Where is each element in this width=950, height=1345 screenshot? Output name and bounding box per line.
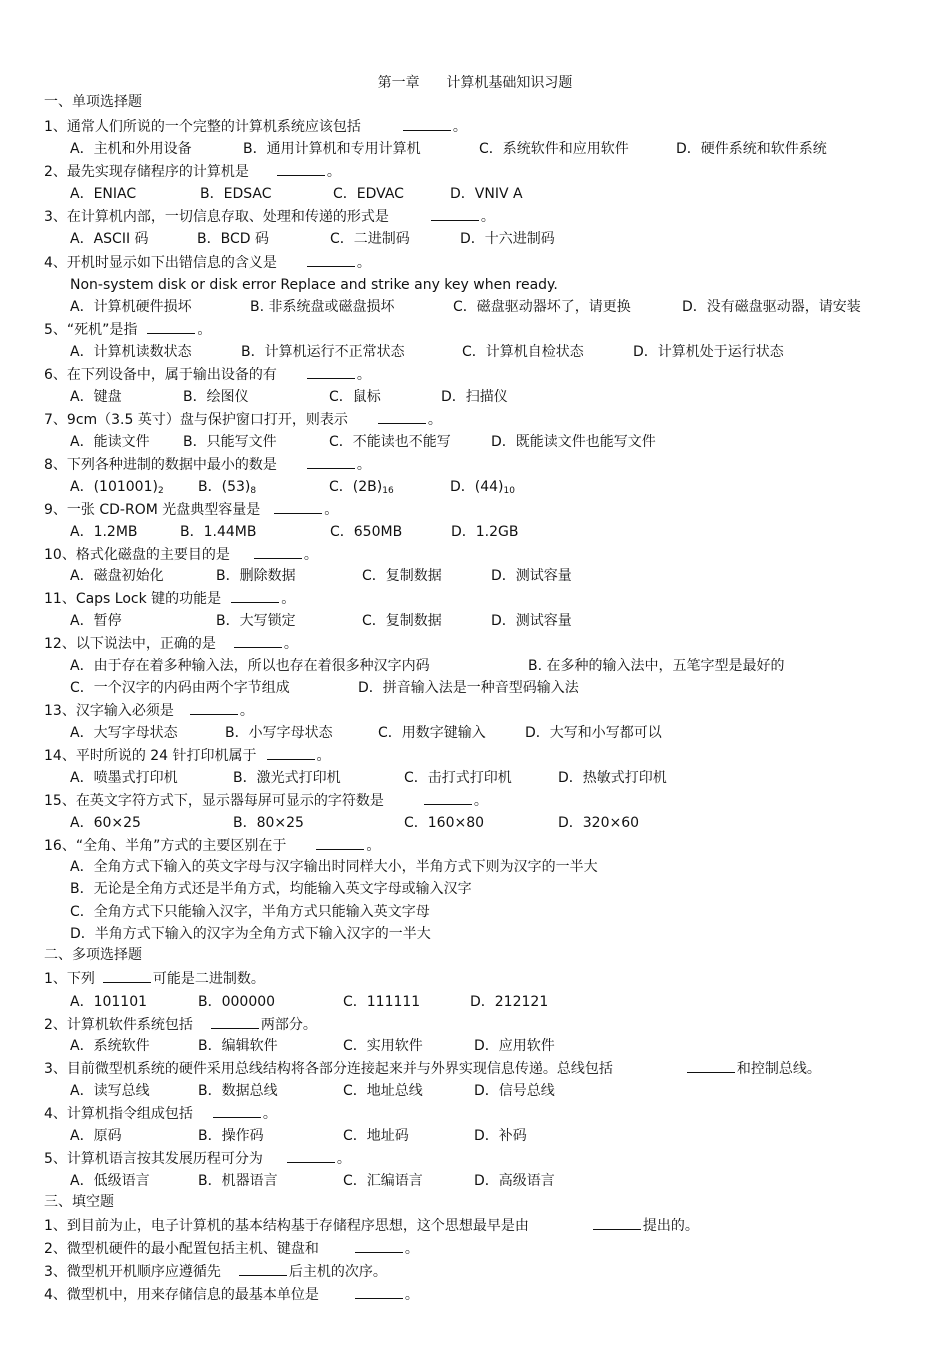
option-b: B. 非系统盘或磁盘损坏	[250, 299, 395, 315]
question-1-2: 2、最先实现存储程序的计算机是 。	[44, 161, 341, 181]
question-2-1: 1、下列 可能是二进制数。	[44, 968, 265, 988]
option-c: C．地址码	[343, 1128, 409, 1144]
option-b: B. 在多种的输入法中，五笔字型是最好的	[528, 658, 785, 674]
question-1-9: 9、一张 CD-ROM 光盘典型容量是 。	[44, 499, 338, 519]
answer-blank	[274, 499, 322, 514]
answer-blank	[231, 588, 279, 603]
option-c: C．计算机自检状态	[462, 344, 584, 360]
question-1-16: 16、“全角、半角”方式的主要区别在于 。	[44, 835, 380, 855]
question-2-4: 4、计算机指令组成包括 。	[44, 1103, 277, 1123]
answer-blank	[687, 1058, 735, 1073]
option-b: B．无论是全角方式还是半角方式，均能输入英文字母或输入汉字	[70, 881, 472, 897]
option-d: D．拼音输入法是一种音型码输入法	[358, 680, 579, 696]
error-message-text: Non-system disk or disk error Replace and strike any key when ready.	[70, 277, 558, 293]
option-b: B．计算机运行不正常状态	[241, 344, 405, 360]
question-1-14: 14、平时所说的 24 针打印机属于 。	[44, 745, 331, 765]
option-c: C．650MB	[330, 524, 403, 540]
question-1-5: 5、“死机”是指 。	[44, 319, 211, 339]
option-d: D．扫描仪	[441, 389, 508, 405]
answer-blank	[307, 454, 355, 469]
option-d: D．高级语言	[474, 1173, 555, 1189]
option-b: B．编辑软件	[198, 1038, 278, 1054]
option-b: B．通用计算机和专用计算机	[243, 141, 421, 157]
question-1-13: 13、汉字输入必须是 。	[44, 700, 254, 720]
option-a: A．大写字母状态	[70, 725, 178, 741]
option-c: C．地址总线	[343, 1083, 423, 1099]
option-b: B．大写锁定	[216, 613, 296, 629]
option-a: A．暂停	[70, 613, 122, 629]
option-a: A．101101	[70, 994, 148, 1010]
answer-blank	[355, 1284, 403, 1299]
page-title: 第一章 计算机基础知识习题	[377, 75, 573, 91]
question-3-2: 2、微型机硬件的最小配置包括主机、键盘和 。	[44, 1238, 419, 1258]
answer-blank	[355, 1238, 403, 1253]
option-b: B．EDSAC	[200, 186, 272, 202]
question-3-1: 1、到目前为止，电子计算机的基本结构基于存储程序思想，这个思想最早是由 提出的。	[44, 1215, 699, 1235]
answer-blank	[593, 1215, 641, 1230]
option-b: B．80×25	[233, 815, 304, 831]
answer-blank	[316, 835, 364, 850]
option-a: A．ENIAC	[70, 186, 137, 202]
option-b: B．激光式打印机	[233, 770, 341, 786]
option-b: B．$(53)_8$	[198, 479, 257, 496]
option-d: D．半角方式下输入的汉字为全角方式下输入汉字的一半大	[70, 926, 431, 942]
option-a: A．键盘	[70, 389, 122, 405]
option-d: D．应用软件	[474, 1038, 555, 1054]
option-a: A．低级语言	[70, 1173, 150, 1189]
question-1-8: 8、下列各种进制的数据中最小的数是 。	[44, 454, 371, 474]
option-b: B．机器语言	[198, 1173, 278, 1189]
option-c: C．全角方式下只能输入汉字，半角方式只能输入英文字母	[70, 904, 430, 920]
option-d: D．320×60	[558, 815, 640, 831]
answer-blank	[403, 116, 451, 131]
option-a: A．$(101001)_2$	[70, 479, 164, 496]
question-1-15: 15、在英文字符方式下，显示器每屏可显示的字符数是 。	[44, 790, 488, 810]
answer-blank	[378, 409, 426, 424]
option-d: D．补码	[474, 1128, 527, 1144]
option-d: D．$(44)_{10}$	[450, 479, 515, 496]
option-c: C．二进制码	[330, 231, 410, 247]
option-c: C．击打式打印机	[404, 770, 512, 786]
answer-blank	[103, 968, 151, 983]
option-c: C．鼠标	[329, 389, 381, 405]
section-heading-single-choice: 一、单项选择题	[44, 94, 142, 110]
option-c: C．复制数据	[362, 568, 442, 584]
answer-blank	[287, 1148, 335, 1163]
option-c: C．$(2B)_{16}$	[329, 479, 394, 496]
option-d: D．既能读文件也能写文件	[491, 434, 656, 450]
option-a: A．读写总线	[70, 1083, 150, 1099]
option-a: A．主机和外用设备	[70, 141, 192, 157]
option-b: B．操作码	[198, 1128, 264, 1144]
option-d: D．212121	[470, 994, 549, 1010]
option-a: A．原码	[70, 1128, 122, 1144]
answer-blank	[234, 633, 282, 648]
option-a: A．60×25	[70, 815, 141, 831]
option-d: D．信号总线	[474, 1083, 555, 1099]
option-c: C．系统软件和应用软件	[479, 141, 629, 157]
option-b: B．删除数据	[216, 568, 296, 584]
option-a: A．1.2MB	[70, 524, 138, 540]
section-heading-multiple-choice: 二、多项选择题	[44, 947, 142, 963]
option-a: A．计算机读数状态	[70, 344, 192, 360]
option-d: D．十六进制码	[460, 231, 555, 247]
option-b: B．000000	[198, 994, 276, 1010]
answer-blank	[213, 1103, 261, 1118]
question-3-3: 3、微型机开机顺序应遵循先 后主机的次序。	[44, 1261, 387, 1281]
option-d: D．热敏式打印机	[558, 770, 667, 786]
answer-blank	[239, 1261, 287, 1276]
option-d: D．VNIV A	[450, 186, 523, 202]
option-c: C．EDVAC	[333, 186, 404, 202]
answer-blank	[277, 161, 325, 176]
option-a: A．系统软件	[70, 1038, 150, 1054]
answer-blank	[431, 206, 479, 221]
option-a: A．全角方式下输入的英文字母与汉字输出时同样大小，半角方式下则为汉字的一半大	[70, 859, 598, 875]
option-c: C．一个汉字的内码由两个字节组成	[70, 680, 290, 696]
option-c: C．复制数据	[362, 613, 442, 629]
answer-blank	[147, 319, 195, 334]
question-1-10: 10、格式化磁盘的主要目的是 。	[44, 544, 318, 564]
question-1-1: 1、通常人们所说的一个完整的计算机系统应该包括 。	[44, 116, 467, 136]
option-d: D．测试容量	[491, 613, 572, 629]
option-d: D．没有磁盘驱动器，请安装	[682, 299, 861, 315]
option-a: A．ASCII 码	[70, 231, 149, 247]
option-c: C．111111	[343, 994, 421, 1010]
option-d: D．计算机处于运行状态	[633, 344, 784, 360]
section-heading-fill-in: 三、填空题	[44, 1194, 114, 1210]
question-1-12: 12、以下说法中，正确的是 。	[44, 633, 298, 653]
answer-blank	[424, 790, 472, 805]
option-a: A．喷墨式打印机	[70, 770, 178, 786]
question-1-7: 7、9cm（3.5 英寸）盘与保护窗口打开，则表示 。	[44, 409, 442, 429]
option-b: B．小写字母状态	[225, 725, 333, 741]
option-a: A．计算机硬件损坏	[70, 299, 192, 315]
answer-blank	[190, 700, 238, 715]
option-b: B．数据总线	[198, 1083, 278, 1099]
question-2-2: 2、计算机软件系统包括 两部分。	[44, 1014, 317, 1034]
option-b: B．绘图仪	[183, 389, 249, 405]
question-2-3: 3、目前微型机系统的硬件采用总线结构将各部分连接起来并与外界实现信息传递。总线包括 和控制总线。	[44, 1058, 821, 1078]
answer-blank	[267, 745, 315, 760]
answer-blank	[254, 544, 302, 559]
option-c: C．汇编语言	[343, 1173, 423, 1189]
answer-blank	[211, 1014, 259, 1029]
question-1-4: 4、开机时显示如下出错信息的含义是 。	[44, 252, 371, 272]
option-d: D．测试容量	[491, 568, 572, 584]
option-c: C．磁盘驱动器坏了，请更换	[453, 299, 631, 315]
option-c: C．不能读也不能写	[329, 434, 451, 450]
option-c: C．实用软件	[343, 1038, 423, 1054]
question-1-11: 11、Caps Lock 键的功能是 。	[44, 588, 295, 608]
answer-blank	[307, 252, 355, 267]
option-c: C．用数字键输入	[378, 725, 486, 741]
option-a: A．能读文件	[70, 434, 150, 450]
option-d: D．大写和小写都可以	[525, 725, 662, 741]
option-d: D．1.2GB	[451, 524, 519, 540]
answer-blank	[307, 364, 355, 379]
question-2-5: 5、计算机语言按其发展历程可分为 。	[44, 1148, 351, 1168]
question-1-3: 3、在计算机内部，一切信息存取、处理和传递的形式是 。	[44, 206, 495, 226]
option-b: B．1.44MB	[180, 524, 257, 540]
option-a: A．磁盘初始化	[70, 568, 164, 584]
question-1-6: 6、在下列设备中，属于输出设备的有 。	[44, 364, 371, 384]
option-b: B．只能写文件	[183, 434, 277, 450]
option-a: A．由于存在着多种输入法，所以也存在着很多种汉字内码	[70, 658, 430, 674]
option-b: B．BCD 码	[197, 231, 269, 247]
option-c: C．160×80	[404, 815, 485, 831]
question-3-4: 4、微型机中，用来存储信息的最基本单位是 。	[44, 1284, 419, 1304]
option-d: D．硬件系统和软件系统	[676, 141, 827, 157]
